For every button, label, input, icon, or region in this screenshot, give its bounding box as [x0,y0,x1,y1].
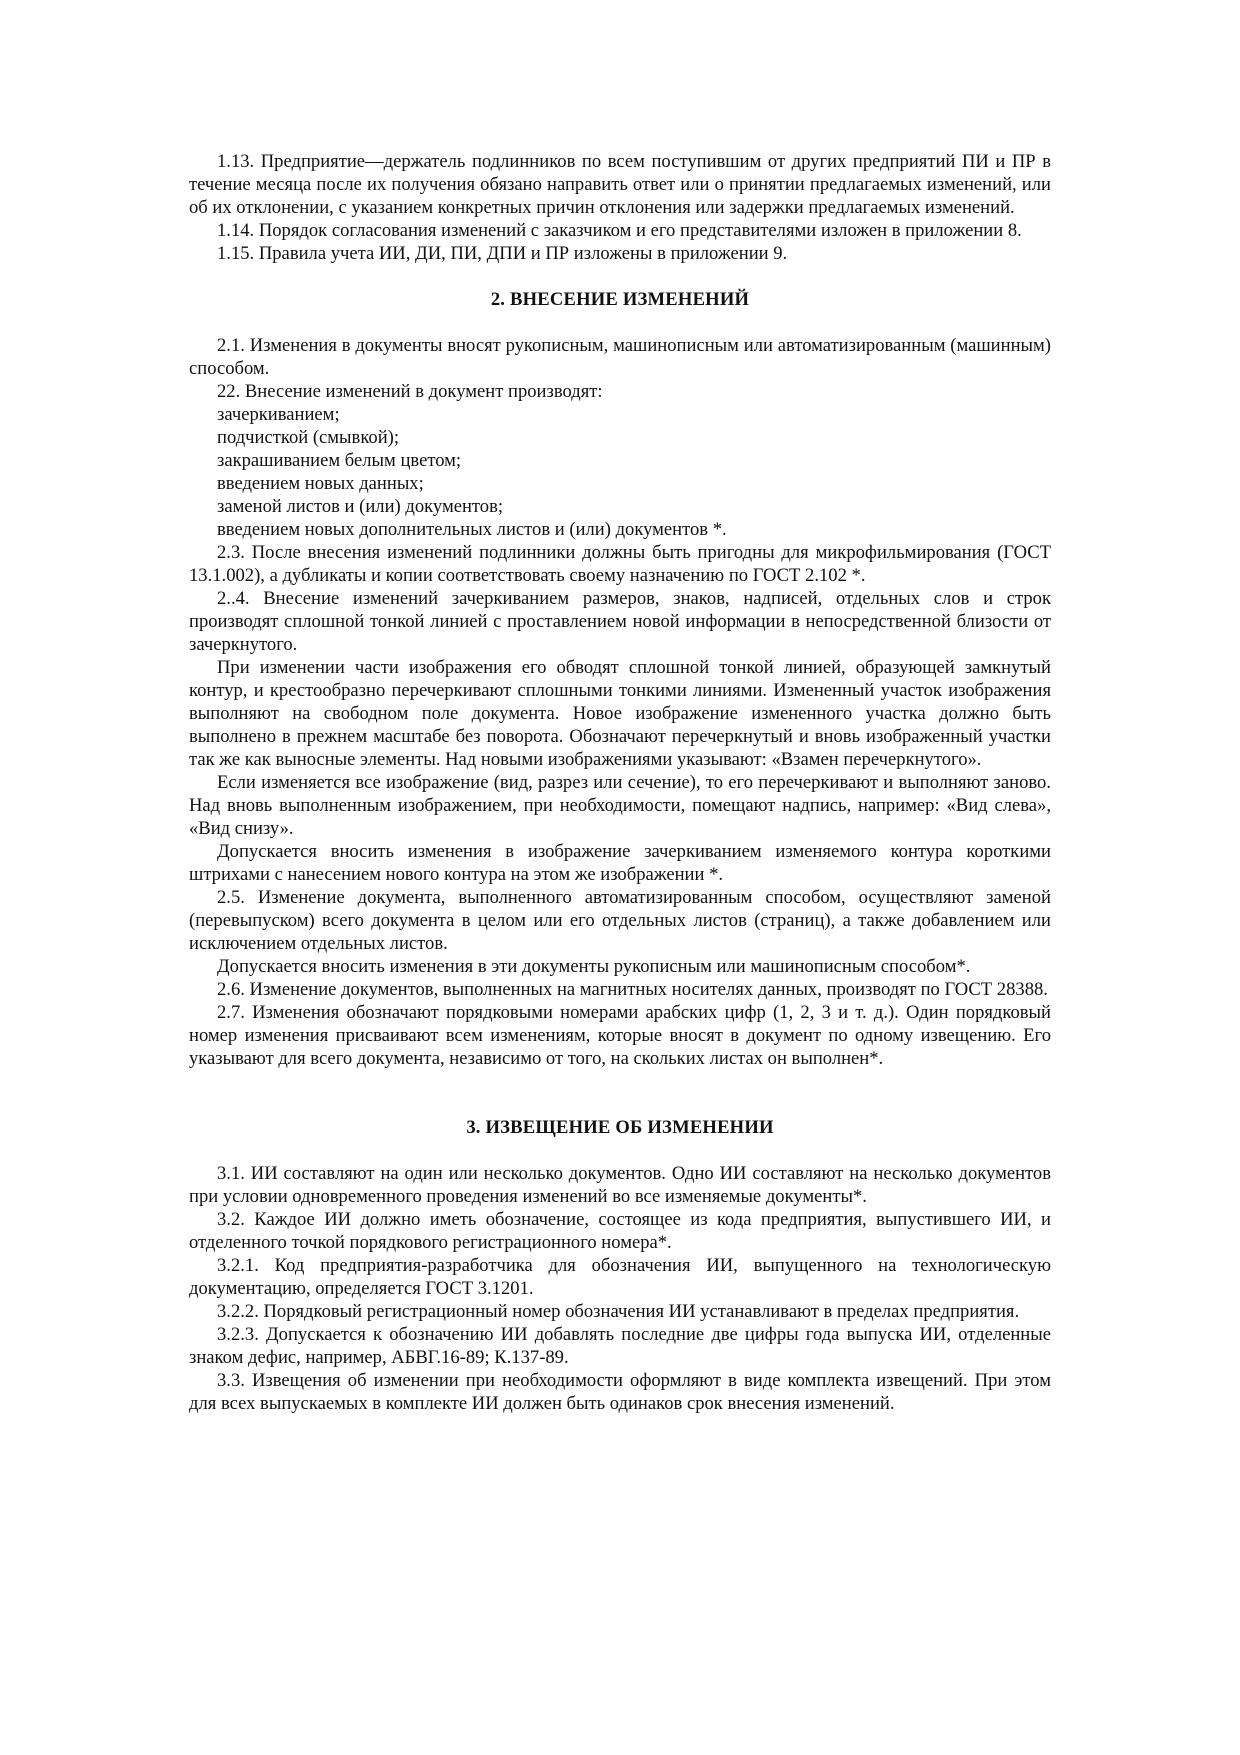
paragraph-1-14: 1.14. Порядок согласования изменений с заказчиком и его представителями изложен в приложении 8. [217,220,1022,241]
paragraph-3-2-1: 3.2.1. Код предприятия-разработчика для обозначения ИИ, выпущенного на технологическую документацию, определяется ГОСТ 3.1201. [189,1255,1051,1299]
paragraph-1-13: 1.13. Предприятие—держатель подлинников по всем поступившим от других предприятий ПИ и ПР в течение месяца после их получения обязано направить ответ или о принятии предлагаемых изменений, или об их отклонении, с указанием конкретных причин отклонения или задержки предлагаемых изменений. [189,151,1051,218]
list-item: введением новых дополнительных листов и (или) документов *. [217,519,727,540]
paragraph-2-5-handwritten: Допускается вносить изменения в эти документы рукописным или машинописным способом*. [217,956,971,977]
paragraph-2-6: 2.6. Изменение документов, выполненных на магнитных носителях данных, производят по ГОСТ 28388. [217,979,1048,1000]
section-2-heading: 2. ВНЕСЕНИЕ ИЗМЕНЕНИЙ [490,289,750,310]
paragraph-2-4-whole-image: Если изменяется все изображение (вид, разрез или сечение), то его перечеркивают и выполняют заново. Над вновь выполненным изображением, при необходимости, помещают надпись, например: «Вид слева», «Вид снизу». [189,772,1051,839]
list-item: зачеркиванием; [217,404,340,425]
paragraph-3-2-2: 3.2.2. Порядковый регистрационный номер обозначения ИИ устанавливают в пределах предприятия. [217,1301,1020,1322]
paragraph-2-1: 2.1. Изменения в документы вносят рукописным, машинописным или автоматизированным (машинным) способом. [189,335,1051,379]
list-item: подчисткой (смывкой); [217,427,400,448]
paragraph-2-4-short-strokes: Допускается вносить изменения в изображение зачеркиванием изменяемого контура короткими штрихами с нанесением нового контура на этом же изображении *. [189,841,1051,885]
paragraph-2-5: 2.5. Изменение документа, выполненного автоматизированным способом, осуществляют заменой (перевыпуском) всего документа в целом или его отдельных листов (страниц), а также добавлением или исключением отдельных листов. [189,887,1051,954]
paragraph-1-15: 1.15. Правила учета ИИ, ДИ, ПИ, ДПИ и ПР изложены в приложении 9. [217,243,788,264]
list-item: введением новых данных; [217,473,424,494]
paragraph-2-4-partial-image: При изменении части изображения его обводят сплошной тонкой линией, образующей замкнутый контур, и крестообразно перечеркивают сплошными тонкими линиями. Измененный участок изображения выполняют на свободном поле документа. Новое изображение измененного участка должно быть выполнено в прежнем масштабе без поворота. Обозначают перечеркнутый и вновь изображенный участки так же как выносные элементы. Над новыми изображениями указывают: «Взамен перечеркнутого». [189,657,1051,770]
paragraph-3-2-3: 3.2.3. Допускается к обозначению ИИ добавлять последние две цифры года выпуска ИИ, отделенные знаком дефис, например, АБВГ.16-89; К.137-89. [189,1324,1051,1368]
paragraph-3-3: 3.3. Извещения об изменении при необходимости оформляют в виде комплекта извещений. При этом для всех выпускаемых в комплекте ИИ должен быть одинаков срок внесения изменений. [189,1370,1051,1414]
paragraph-2-2-intro: 22. Внесение изменений в документ производят: [217,381,603,402]
section-3-heading: 3. ИЗВЕЩЕНИЕ ОБ ИЗМЕНЕНИИ [466,1117,774,1138]
document-page [189,150,1051,1415]
paragraph-2-7: 2.7. Изменения обозначают порядковыми номерами арабских цифр (1, 2, 3 и т. д.). Один порядковый номер изменения присваивают всем изменениям, которые вносят в документ по одному извещению. Его указывают для всего документа, независимо от того, на скольких листах он выполнен*. [189,1002,1051,1069]
paragraph-3-1: 3.1. ИИ составляют на один или несколько документов. Одно ИИ составляют на несколько документов при условии одновременного проведения изменений во все изменяемые документы*. [189,1163,1051,1207]
paragraph-2-4: 2..4. Внесение изменений зачеркиванием размеров, знаков, надписей, отдельных слов и строк производят сплошной тонкой линией с проставлением новой информации в непосредственной близости от зачеркнутого. [189,588,1051,655]
list-item: закрашиванием белым цветом; [217,450,462,471]
list-item: заменой листов и (или) документов; [217,496,504,517]
paragraph-2-3: 2.3. После внесения изменений подлинники должны быть пригодны для микрофильмирования (ГОСТ 13.1.002), а дубликаты и копии соответствовать своему назначению по ГОСТ 2.102 *. [189,542,1051,586]
paragraph-3-2: 3.2. Каждое ИИ должно иметь обозначение, состоящее из кода предприятия, выпустившего ИИ, и отделенного точкой порядкового регистрационного номера*. [189,1209,1051,1253]
